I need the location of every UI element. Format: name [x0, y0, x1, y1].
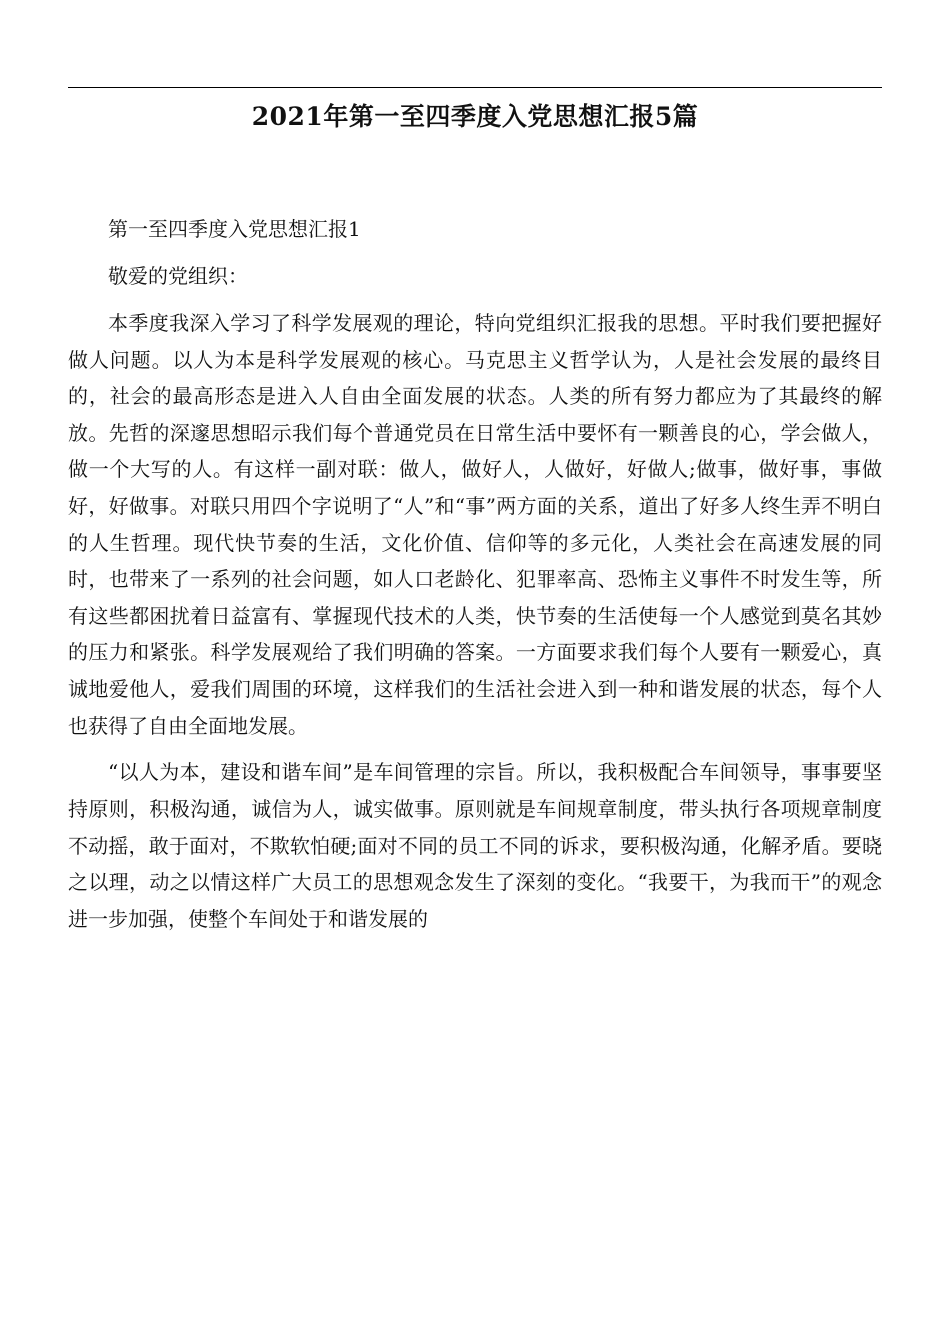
section-heading: 第一至四季度入党思想汇报1 — [108, 217, 361, 241]
body-paragraph-2: “以人为本，建设和谐车间”是车间管理的宗旨。所以，我积极配合车间领导，事事要坚持原则，积极沟通，诚信为人，诚实做事。原则就是车间规章制度，带头执行各项规章制度不动摇，敢于面对，不欺软怕硬;面对不同的员工不同的诉求，要积极沟通，化解矛盾。要晓之以理，动之以情这样广大员工的思想观念发生了深刻的变化。“我要干，为我而干”的观念进一步加强，使整个车间处于和谐发展的 — [68, 760, 882, 931]
body-paragraph-1: 本季度我深入学习了科学发展观的理论，特向党组织汇报我的思想。平时我们要把握好做人问题。以人为本是科学发展观的核心。马克思主义哲学认为，人是社会发展的最终目的，社会的最高形态是进入人自由全面发展的状态。人类的所有努力都应为了其最终的解放。先哲的深邃思想昭示我们每个普通党员在日常生活中要怀有一颗善良的心，学会做人，做一个大写的人。有这样一副对联：做人，做好人，人做好，好做人;做事，做好事，事做好，好做事。对联只用四个字说明了“人”和“事”两方面的关系，道出了好多人终生弄不明白的人生哲理。现代快节奏的生活，文化价值、信仰等的多元化，人类社会在高速发展的同时，也带来了一系列的社会问题，如人口老龄化、犯罪率高、恐怖主义事件不时发生等，所有这些都困扰着日益富有、掌握现代技术的人类，快节奏的生活使每一个人感觉到莫名其妙的压力和紧张。科学发展观给了我们明确的答案。一方面要求我们每个人要有一颗爱心，真诚地爱他人，爱我们周围的环境，这样我们的生活社会进入到一种和谐发展的状态，每个人也获得了自由全面地发展。 — [68, 310, 882, 738]
header-rule — [68, 87, 882, 88]
document-title: 2021年第一至四季度入党思想汇报5篇 — [251, 102, 699, 131]
document-body — [68, 211, 882, 948]
salutation: 敬爱的党组织： — [108, 263, 248, 288]
